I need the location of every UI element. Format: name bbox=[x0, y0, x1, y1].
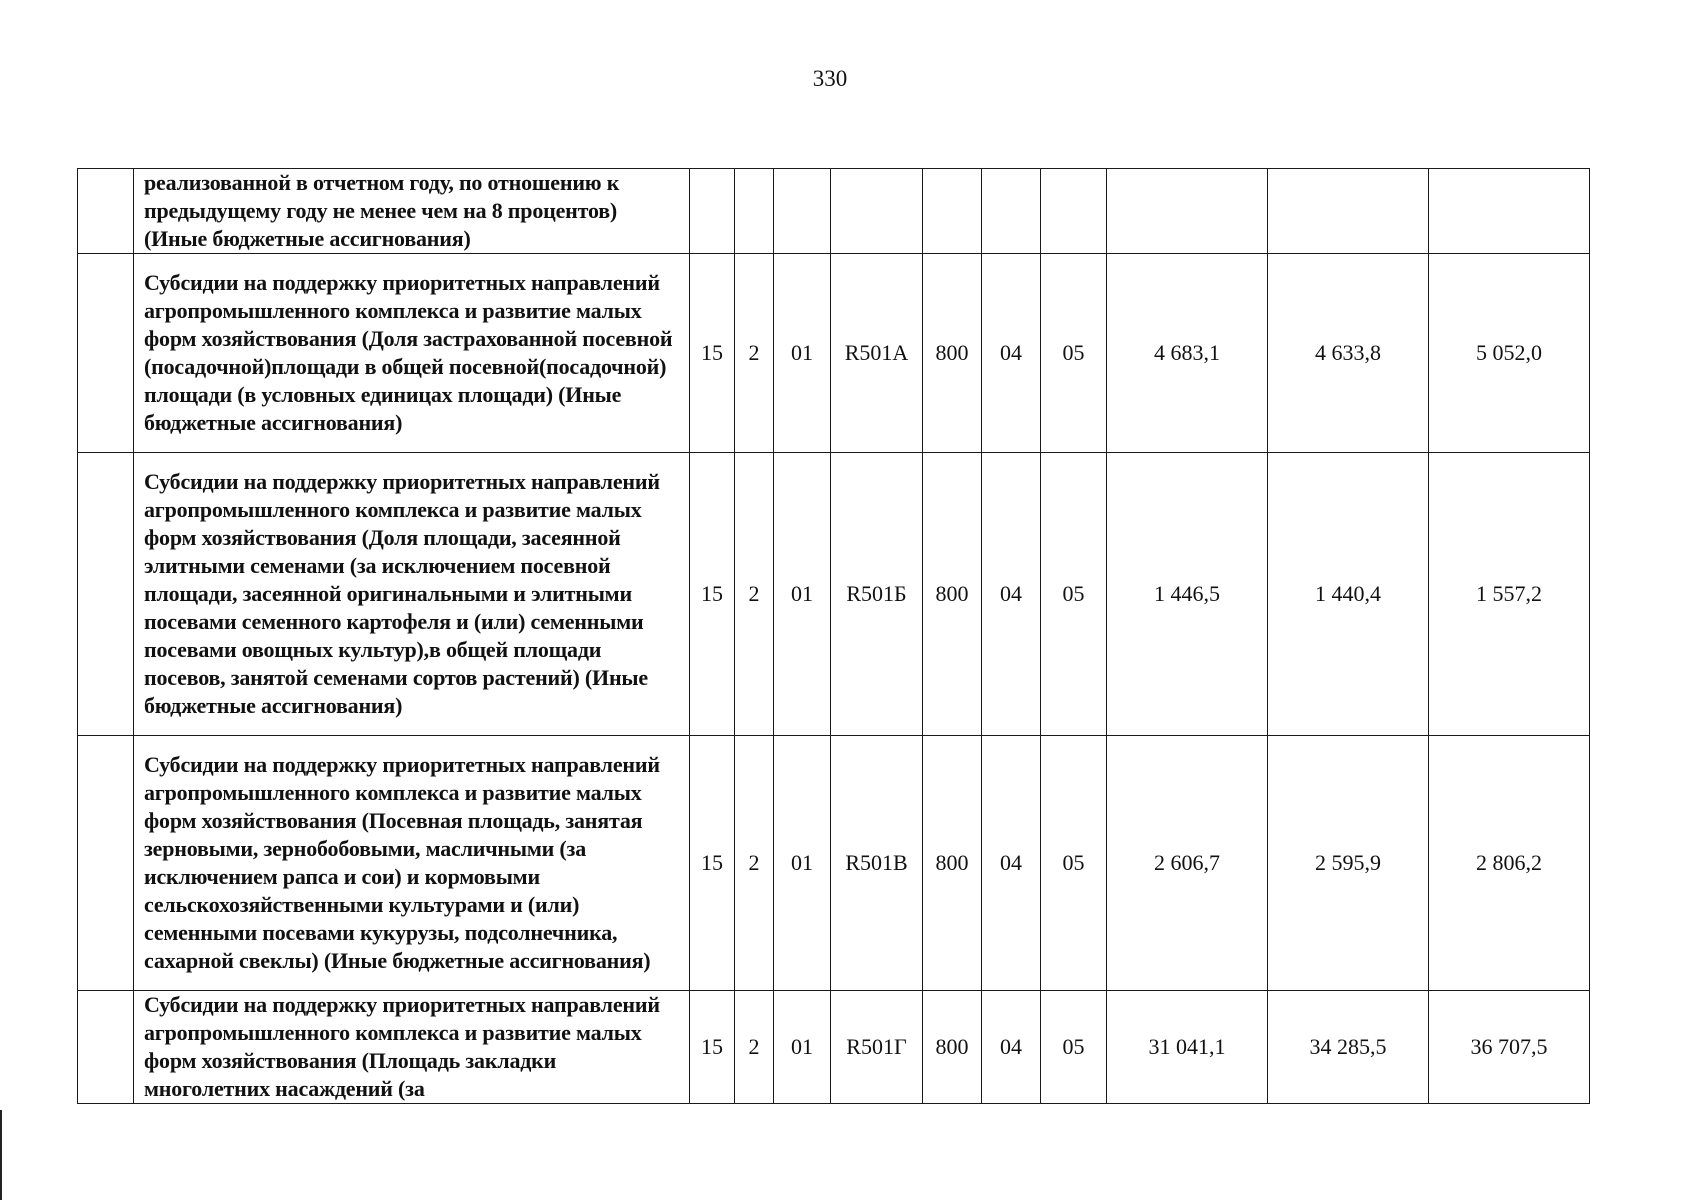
code-cell: 01 bbox=[774, 736, 831, 991]
code-cell bbox=[735, 169, 774, 254]
code-cell: 2 bbox=[735, 736, 774, 991]
description-cell: реализованной в отчетном году, по отношению к предыдущему году не менее чем на 8 процентов) (Иные бюджетные ассигнования) bbox=[134, 169, 690, 254]
amount-cell: 2 606,7 bbox=[1107, 736, 1268, 991]
description-cell: Субсидии на поддержку приоритетных направлений агропромышленного комплекса и развитие малых форм хозяйствования (Площадь закладки многолетних насаждений (за bbox=[134, 991, 690, 1104]
row-number-cell bbox=[78, 254, 134, 453]
row-number-cell bbox=[78, 991, 134, 1104]
code-cell: 2 bbox=[735, 453, 774, 736]
code-cell bbox=[982, 169, 1041, 254]
description-cell: Субсидии на поддержку приоритетных направлений агропромышленного комплекса и развитие малых форм хозяйствования (Доля застрахованной посевной (посадочной)площади в общей посевной(посадочной) площади (в условных единицах площади) (Иные бюджетные ассигнования) bbox=[134, 254, 690, 453]
amount-cell: 2 806,2 bbox=[1429, 736, 1590, 991]
amount-cell: 31 041,1 bbox=[1107, 991, 1268, 1104]
table-row bbox=[78, 991, 1590, 1104]
code-cell: 01 bbox=[774, 254, 831, 453]
scan-edge-mark bbox=[0, 1110, 2, 1200]
code-cell: 800 bbox=[923, 453, 982, 736]
amount-cell: 5 052,0 bbox=[1429, 254, 1590, 453]
code-cell: 01 bbox=[774, 453, 831, 736]
code-cell bbox=[1041, 169, 1107, 254]
code-cell: R501Б bbox=[831, 453, 923, 736]
code-cell bbox=[923, 169, 982, 254]
row-number-cell bbox=[78, 736, 134, 991]
code-cell: 04 bbox=[982, 991, 1041, 1104]
code-cell: 05 bbox=[1041, 254, 1107, 453]
amount-cell: 34 285,5 bbox=[1268, 991, 1429, 1104]
page-number: 330 bbox=[812, 66, 848, 91]
code-cell: 04 bbox=[982, 453, 1041, 736]
code-cell: 01 bbox=[774, 991, 831, 1104]
amount-cell: 36 707,5 bbox=[1429, 991, 1590, 1104]
amount-cell: 1 446,5 bbox=[1107, 453, 1268, 736]
table-row bbox=[78, 453, 1590, 736]
table-row bbox=[78, 736, 1590, 991]
code-cell: 04 bbox=[982, 254, 1041, 453]
table-row bbox=[78, 169, 1590, 254]
code-cell: 15 bbox=[690, 254, 735, 453]
budget-table bbox=[77, 168, 1590, 1104]
code-cell: 800 bbox=[923, 736, 982, 991]
code-cell: 15 bbox=[690, 736, 735, 991]
code-cell: 05 bbox=[1041, 736, 1107, 991]
row-number-cell bbox=[78, 453, 134, 736]
amount-cell: 1 440,4 bbox=[1268, 453, 1429, 736]
amount-cell: 2 595,9 bbox=[1268, 736, 1429, 991]
description-cell: Субсидии на поддержку приоритетных направлений агропромышленного комплекса и развитие малых форм хозяйствования (Посевная площадь, занятая зерновыми, зернобобовыми, масличными (за исключением рапса и сои) и кормовыми сельскохозяйственными культурами и (или) семенными посевами кукурузы, подсолнечника, сахарной свеклы) (Иные бюджетные ассигнования) bbox=[134, 736, 690, 991]
code-cell: 15 bbox=[690, 991, 735, 1104]
table-row bbox=[78, 254, 1590, 453]
code-cell bbox=[690, 169, 735, 254]
code-cell bbox=[774, 169, 831, 254]
amount-cell: 1 557,2 bbox=[1429, 453, 1590, 736]
code-cell: 05 bbox=[1041, 453, 1107, 736]
amount-cell: 4 683,1 bbox=[1107, 254, 1268, 453]
code-cell: 800 bbox=[923, 254, 982, 453]
code-cell: 2 bbox=[735, 254, 774, 453]
amount-cell: 4 633,8 bbox=[1268, 254, 1429, 453]
code-cell: R501В bbox=[831, 736, 923, 991]
amount-cell bbox=[1429, 169, 1590, 254]
amount-cell bbox=[1268, 169, 1429, 254]
code-cell: 15 bbox=[690, 453, 735, 736]
code-cell: 04 bbox=[982, 736, 1041, 991]
row-number-cell bbox=[78, 169, 134, 254]
amount-cell bbox=[1107, 169, 1268, 254]
description-cell: Субсидии на поддержку приоритетных направлений агропромышленного комплекса и развитие малых форм хозяйствования (Доля площади, засеянной элитными семенами (за исключением посевной площади, засеянной оригинальными и элитными посевами семенного картофеля и (или) семенными посевами овощных культур),в общей площади посевов, занятой семенами сортов растений) (Иные бюджетные ассигнования) bbox=[134, 453, 690, 736]
code-cell bbox=[831, 169, 923, 254]
code-cell: 05 bbox=[1041, 991, 1107, 1104]
code-cell: R501Г bbox=[831, 991, 923, 1104]
code-cell: R501А bbox=[831, 254, 923, 453]
code-cell: 800 bbox=[923, 991, 982, 1104]
code-cell: 2 bbox=[735, 991, 774, 1104]
